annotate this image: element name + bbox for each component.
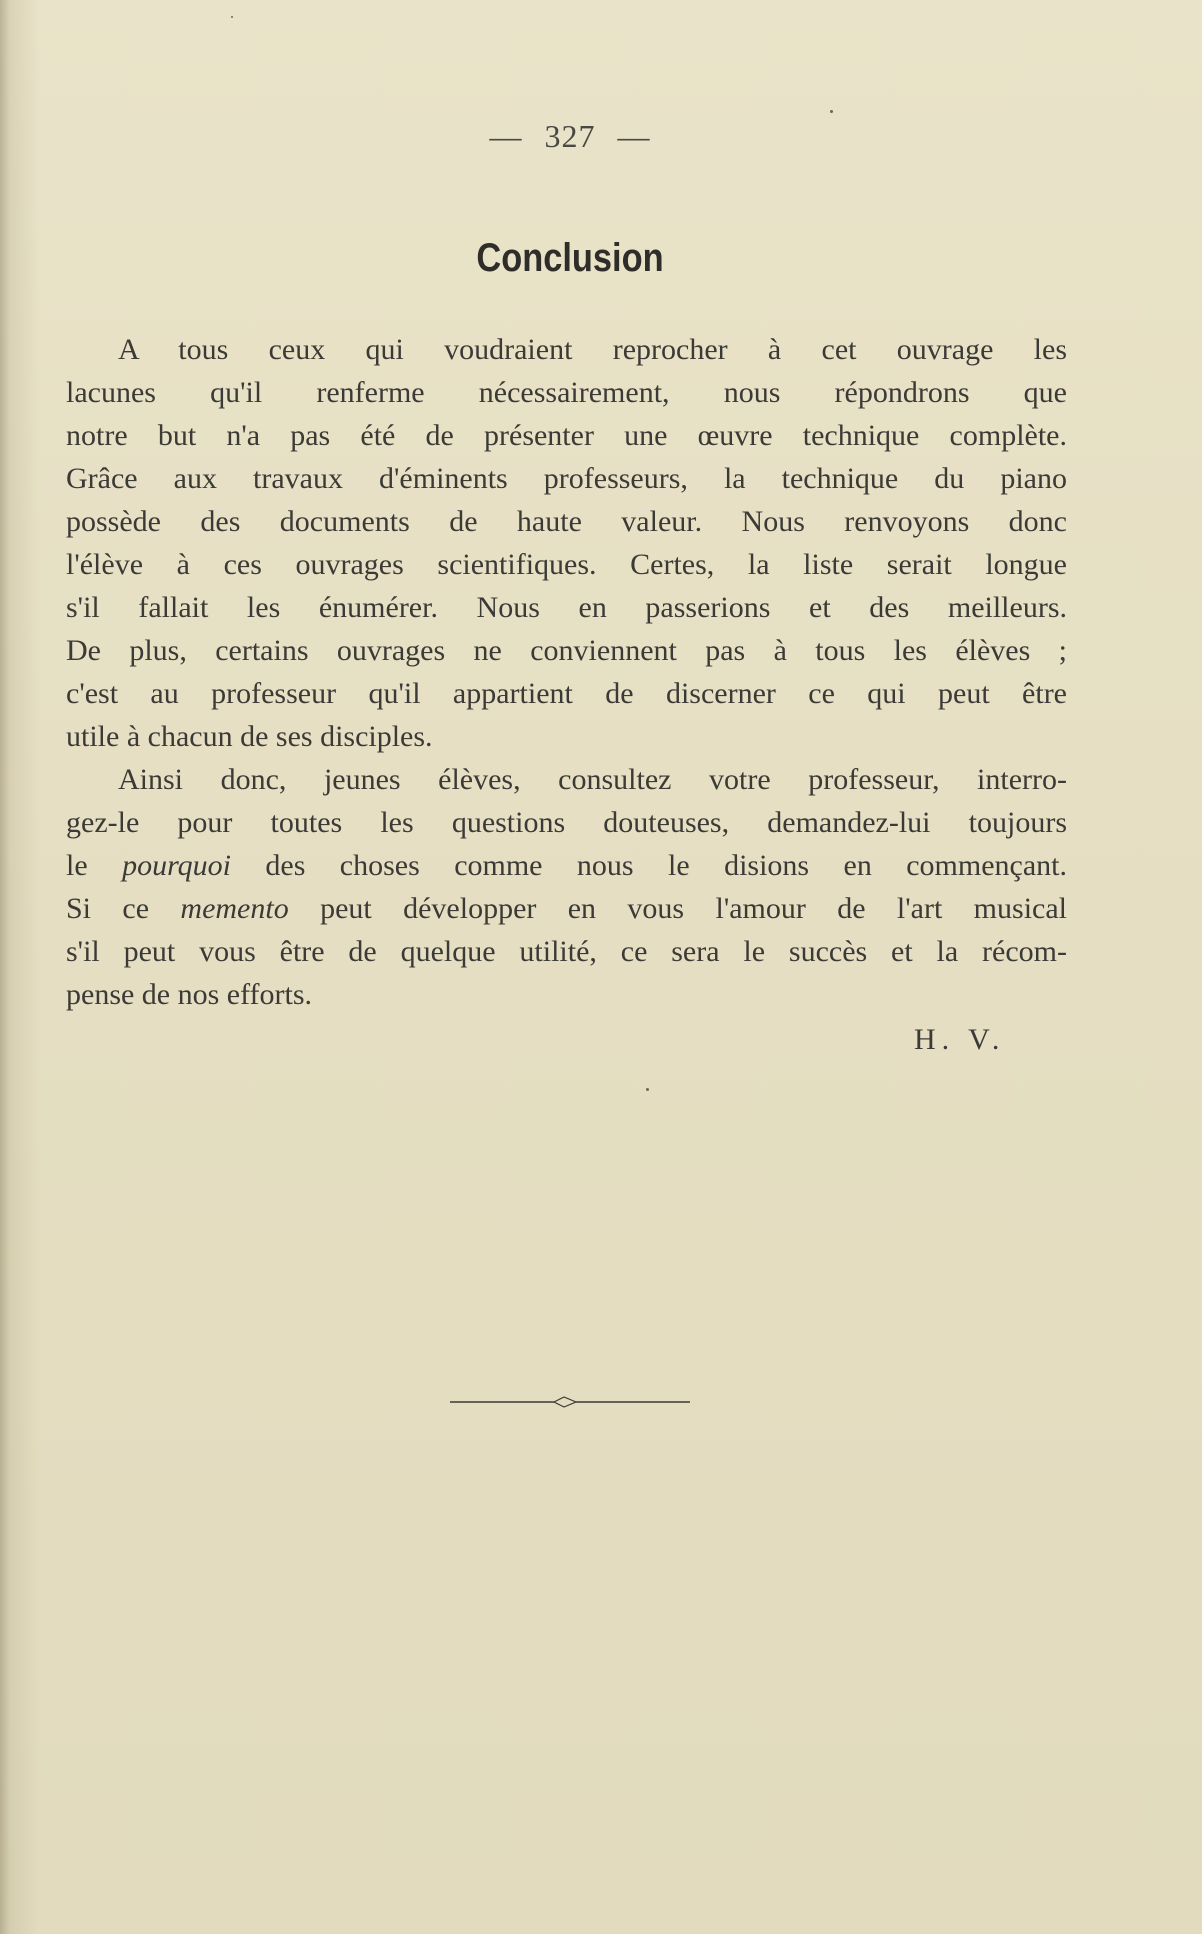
text-line: Ainsi donc, jeunes élèves, consultez votre professeur, interro-	[118, 763, 1067, 796]
page-number: 327	[544, 118, 596, 154]
page-title: Conclusion	[476, 236, 664, 280]
text-line	[66, 887, 1067, 930]
paper-speck	[231, 16, 233, 18]
text-line: s'il fallait les énumérer. Nous en passerions et des meilleurs.	[66, 591, 1067, 624]
paper-speck	[830, 110, 833, 113]
header-dash-right: —	[617, 118, 651, 154]
header-dash-left: —	[489, 118, 523, 154]
text-segment: peut développer en vous l'amour de l'art musical	[288, 892, 1067, 925]
signature-initials: H. V.	[914, 1023, 1006, 1056]
italic-word: memento	[180, 892, 289, 925]
text-line: lacunes qu'il renferme nécessairement, nous répondrons que	[66, 376, 1067, 409]
text-line: Grâce aux travaux d'éminents professeurs, la technique du piano	[66, 462, 1067, 495]
text-segment: Si ce	[66, 892, 181, 925]
text-segment: le	[66, 849, 123, 882]
paragraph-2	[66, 758, 1067, 1016]
text-line: l'élève à ces ouvrages scientifiques. Certes, la liste serait longue	[66, 548, 1067, 581]
body-text	[66, 328, 1067, 1016]
italic-word: pourquoi	[122, 849, 231, 882]
text-line: notre but n'a pas été de présenter une œuvre technique complète.	[66, 419, 1067, 452]
text-line: utile à chacun de ses disciples.	[66, 720, 433, 753]
text-line: pense de nos efforts.	[66, 978, 313, 1011]
text-line: s'il peut vous être de quelque utilité, ce sera le succès et la récom-	[66, 935, 1067, 968]
text-line: possède des documents de haute valeur. Nous renvoyons donc	[66, 505, 1067, 538]
text-line	[66, 844, 1067, 887]
text-segment: des choses comme nous le disions en commençant.	[230, 849, 1068, 882]
text-line: gez-le pour toutes les questions douteuses, demandez-lui toujours	[66, 806, 1067, 839]
text-line: A tous ceux qui voudraient reprocher à cet ouvrage les	[118, 333, 1067, 366]
page-header	[0, 118, 1140, 155]
paper-speck	[646, 1088, 649, 1091]
text-line: c'est au professeur qu'il appartient de discerner ce qui peut être	[66, 677, 1067, 710]
text-line: De plus, certains ouvrages ne conviennent pas à tous les élèves ;	[66, 634, 1067, 667]
paragraph-1	[66, 328, 1067, 758]
line-ornament-icon	[450, 1392, 690, 1412]
